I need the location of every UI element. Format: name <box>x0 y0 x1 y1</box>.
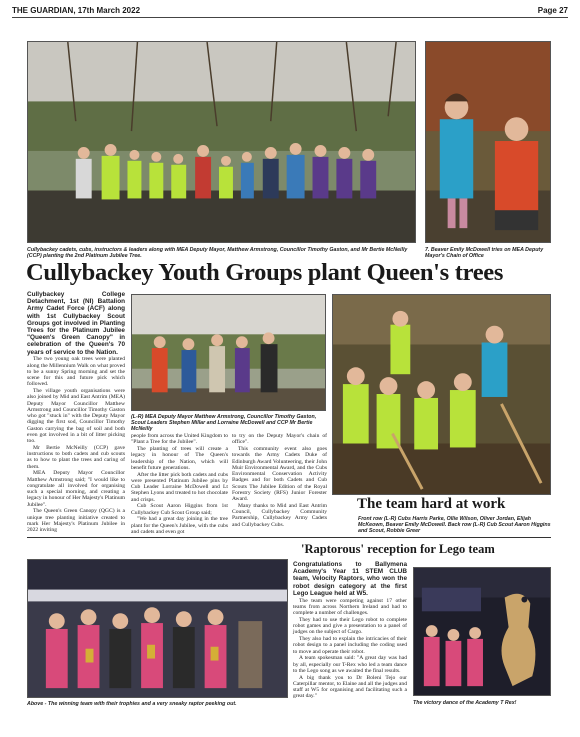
lego-paragraph: A big thank you to Dr Boleni Tejo our Caterpillar mentor, to Elaine and all the judges and staff at W5 for organising and facilitating such a great day." <box>293 674 407 700</box>
main-headline: Cullybackey Youth Groups plant Queen's trees <box>26 259 504 286</box>
article-paragraph: The village youth organisations were also joined by Mid and East Antrim (MEA) Deputy Mayor Councillor Matthew Armstrong and Councillor Timothy Gaston who got "stuck in" with the Deputy Mayor digging the first sod, Councillor Timothy Gaston carrying the bag of soil and both even got involved in a bit of litter picking too. <box>27 388 125 445</box>
lego-paragraph: The team were competing against 17 other teams from across Northern Ireland and had to complete a number of challenges. <box>293 597 407 617</box>
trex-victory-dance-photo <box>413 567 551 696</box>
lego-heading: 'Raptorous' reception for Lego team <box>301 542 495 556</box>
article-paragraph: After the litter pick both cadets and cubs were presented Platinum Jubilee pins by Cub Leader Lorraine McDowell and Lt Stephen Lyons and treated to hot chocolate and crisps. <box>131 471 228 503</box>
article-paragraph: "We had a great day joining in the tree plant for the Queen's Jubilee, with the cubs and cadets and even got <box>131 516 228 535</box>
lego-lead: Congratulations to Ballymena Academy's Year 11 STEM CLUB team, Velocity Raptors, who won the robot design category at the first Lego League held at W5. <box>293 561 407 597</box>
story-divider <box>27 537 551 538</box>
lego-article-column <box>293 561 407 700</box>
top-right-photo-caption: 7. Beaver Emily McDowell tries on MEA Deputy Mayor's Chain of Office <box>425 247 544 260</box>
article-lead: Cullybackey College Detachment, 1st (NI) Battalion Army Cadet Force (ACF) along with 1st Cullybackey Scout Groups got involved in Planting Trees for the Platinum Jubilee "Queen's Green Canopy" in celebration of the Queen's 70 years of service to the Nation. <box>27 291 125 356</box>
lego-team-trophies-photo <box>27 559 288 698</box>
article-paragraph: Many thanks to Mid and East Antrim Council, Cullybackey Community Partnership, Cullybackey Army Cadets and Cullybackey Cubs. <box>232 502 327 528</box>
article-paragraph: MEA Deputy Mayor Councillor Matthew Armstrong said; "I would like to congratulate all involved for organising such a special morning, and creating a legacy in honour of Her Majesty's Platinum Jubilee". <box>27 470 125 508</box>
group-tree-planting-photo <box>27 41 416 243</box>
lego-paragraph: A team spokesman said: "A great day was had by all, especially our T-Rex who led a team dance to the Lego song as we awaited the final results. <box>293 655 407 674</box>
article-paragraph: The two young oak trees were planted along the Millennium Walk on what proved to be a sunny Spring morning and set the scene for this and future pick which followed. <box>27 356 125 388</box>
page-number: Page 27 <box>537 6 568 15</box>
article-column-1 <box>27 291 125 534</box>
lego-left-photo-caption: Above - The winning team with their trophies and a very sneaky raptor peeking out. <box>27 701 237 707</box>
article-paragraph: people from across the United Kingdom to "Plant a Tree for the Jubilee". <box>131 433 228 446</box>
team-heading: The team hard at work <box>357 496 506 512</box>
article-column-3 <box>232 433 327 528</box>
dignitaries-photo-caption: (L-R) MEA Deputy Mayor Matthew Armstrong, Councillor Timothy Gaston, Scout Leaders Stephen Millar and Lorraine McDowell and CCP Mr Bertie McNeilly <box>131 414 317 433</box>
article-paragraph: to try on the Deputy Mayor's chain of office". <box>232 433 327 446</box>
article-paragraph: Cub Scout Aaron Higgins from 1st Cullybackey Cub Scout Group said; <box>131 503 228 516</box>
lego-right-photo-caption: The victory dance of the Academy T Rex! <box>413 700 517 706</box>
team-hard-at-work-photo <box>332 294 551 495</box>
team-photo-caption: Front row (L-R) Cubs Harris Parke, Ollie Wilson, Oliver Jordan, Elijah McKeown, Beaver Emily McDowell. Back row (L-R) Cub Scout Aaron Higgins and Scout, Robbie Greer <box>358 516 551 535</box>
top-left-photo-caption: Cullybackey cadets, cubs, instructors & leaders along with MEA Deputy Mayor, Matthew Armstrong, Councillor Timothy Gaston, and Mr Bertie McNeilly (CCP) planting the 2nd Platinum Jubilee Tree. <box>27 247 408 260</box>
lego-paragraph: They had to use their Lego robot to complete robot games and give a presentation to a panel of judges on the subject of Cargo. <box>293 616 407 636</box>
header-rule <box>12 17 568 18</box>
article-paragraph: The Queen's Green Canopy (QGC) is a unique tree planting initiative created to mark Her Majesty's Platinum Jubilee in 2022 inviting <box>27 508 125 534</box>
article-paragraph: Mr Bertie McNeilly (CCP) gave instructions to both cadets and cub scouts as to how to plant the trees and caring of them. <box>27 444 125 470</box>
publication-info: THE GUARDIAN, 17th March 2022 <box>12 6 141 15</box>
article-paragraph: This community event also goes towards the Army Cadets Duke of Edinburgh Award Volunteering, their John Muir Environmental Award, and the Cubs Environmental Conservation Activity Badges and for both Cadets and Cub Scouts The Jubilee Edition of the Royal Forestry Society (RFS) Junior Forester Award. <box>232 446 327 502</box>
lego-paragraph: They also had to explain the intricacies of their robot design to a panel including the coding used to move and operate their robot. <box>293 636 407 655</box>
beaver-chain-of-office-photo <box>425 41 551 243</box>
dignitaries-photo <box>131 294 326 411</box>
article-paragraph: The planting of trees will create a legacy in honour of The Queen's leadership of the Nation, which will benefit future generations. <box>131 446 228 471</box>
article-column-2 <box>131 433 228 536</box>
